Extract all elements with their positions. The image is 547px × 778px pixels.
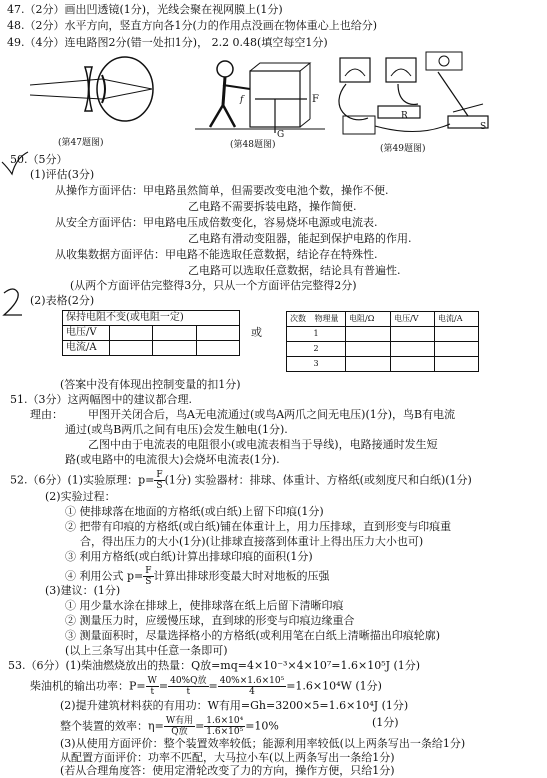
table2-header-current: 电流/A [435,312,479,327]
answer-53-power: 柴油机的输出功率：P= $\frac{W}{t}$ = $\frac{\text{40\%Q放}}{t}$ = $\frac{\text{40\%×1.6×10⁵}}{4}$ =1.6×10⁴W (1分) [30,676,382,697]
table2-cell [435,327,479,342]
force-label-F: F [312,94,319,105]
answer-49: 49.（4分）连电路图2分(错一处扣1分)， 2.2 0.48(填空每空1分) [7,36,328,49]
efficiency-score: (1分) [372,716,399,729]
answer-50-part2: (2)表格(2分) [30,294,95,307]
force-label-f: f [240,95,244,105]
answer-53-part2: (2)提升建筑材料获的有用功：W有用=Gh=3200×5=1.6×10⁴J (1分) [60,699,409,712]
data-table-2 [286,311,479,372]
fraction-numerator: F [145,566,152,576]
fraction-numerator: F [156,470,163,480]
eval-data-2: 乙电路可以选取任意数据，结论具有普遍性. [188,264,401,277]
power-result: =1.6×10⁴W (1分) [286,679,382,693]
figure-49-caption: (第49题图) [380,144,426,154]
table2-header-voltage: 电压/V [391,312,435,327]
table1-row-voltage: 电压/V [63,326,110,341]
eval-safety-2: 乙电路有滑动变阻器，能起到保护电路的作用. [188,232,412,245]
table2-count-label: 次数 [290,314,306,323]
eval-safety-1: 从安全方面评估：甲电路电压成倍数变化，容易烧坏电源或电流表. [55,216,378,229]
fraction-denominator: 1.6×10⁵ [206,727,244,737]
tip-3: ③ 测量面积时，尽量选择格小的方格纸(或利用笔在白纸上清晰描出印痕轮廓) [65,629,441,642]
answer-51-reason-a1: 甲图开关闭合后，鸟A无电流通过(或鸟A两爪之间无电压)(1分)，鸟B有电流 [88,408,456,421]
pressure-formula [143,566,153,587]
data-table-1 [62,310,240,356]
table-scoring-note: (答案中没有体现出控制变量的扣1分) [60,378,241,391]
resistor-label-R: R [401,111,408,121]
table1-cell [153,326,196,341]
table1-row-current: 电流/A [63,341,110,356]
step-2a: ② 把带有印痕的方格纸(或白纸)铺在体重计上，用力压排球，直到形变与印痕重 [65,520,452,533]
eval-scoring-note: (从两个方面评估完整得3分，只从一个方面评估完整得2分) [70,279,357,292]
efficiency-formula-b [204,716,245,737]
tip-1: ① 用少量水涂在排球上，使排球落在纸上后留下清晰印痕 [65,599,344,612]
switch-label-S: S [480,122,487,132]
step-1: ① 使排球落在地面的方格纸(或白纸)上留下印痕(1分) [65,505,324,518]
answer-51-reason-b1: 乙图中由于电流表的电阻很小(或电流表相当于导线)，电路接通时发生短 [88,438,438,451]
table1-cell [153,341,196,356]
eval-data-1: 从收集数据方面评估：甲电路不能选取任意数据，结论存在特殊性. [55,248,378,261]
circuit-figure [338,46,493,146]
eval-operation-1: 从操作方面评估：甲电路虽然简单，但需要改变电池个数，操作不便. [55,184,389,197]
fraction-denominator: Q放 [171,727,188,737]
fraction-denominator: S [156,481,163,491]
answer-48: 48.（2分）水平方向，竖直方向各1分(力的作用点没画在物体重心上也给分) [7,19,378,32]
answer-53-efficiency: 整个装置的效率：η= $\frac{\text{W有用}}{\text{Q放}}$ = $\frac{\text{1.6×10⁴}}{\text{1.6×10⁵}}$ =10% [60,716,279,737]
table2-row-1: 1 [287,327,346,342]
table2-cell [346,327,391,342]
table2-cell [391,342,435,357]
fraction-denominator: t [186,687,191,697]
table2-cell [435,357,479,372]
or-label: 或 [251,326,262,339]
table1-cell [196,341,239,356]
step-3: ③ 利用方格纸(或白纸)计算出排球印痕的面积(1分) [65,550,313,563]
table2-cell [435,342,479,357]
handwritten-two [0,285,26,321]
answer-50-heading: 50.（5分） [10,153,68,166]
answer-52-part2: (2)实验过程： [45,490,116,503]
force-label-G: G [277,130,285,140]
answer-51-reason-a2: 通过(或鸟B两爪之间有电压)会发生触电(1分). [65,423,288,436]
step-4-text-b: 计算出排球形变最大时对地板的压强 [153,569,330,583]
answer-53-part3b: 从配置方面评价：功率不匹配，大马拉小车(以上两条写出一条给1分) [60,751,395,764]
answer-52-equipment: (1分) 实验器材：排球、体重计、方格纸(或刻度尺和白纸)(1分) [164,473,472,487]
power-label: 柴油机的输出功率：P= [30,679,146,693]
fraction-numerator: 40%Q放 [170,676,207,686]
answer-53-part1: 53.（6分）(1)柴油燃烧放出的热量：Q放=mq=4×10⁻³×4×10⁷=1.6×10⁵J (1分) [8,659,421,672]
fraction-denominator: 4 [249,687,255,697]
step-4-text-a: ④ 利用公式 p= [65,569,144,583]
figure-47-caption: (第47题图) [58,138,104,148]
answer-50-part1: (1)评估(3分) [30,168,95,181]
table2-cell [346,342,391,357]
power-formula-b [168,676,208,697]
table2-row-2: 2 [287,342,346,357]
table1-header: 保持电阻不变(或电阻一定) [63,311,240,326]
check-mark [0,150,30,180]
answer-52-principle: 52.（6分）(1)实验原理：p= [10,473,155,487]
table1-cell [110,326,153,341]
fraction-denominator: t [150,687,155,697]
table1-cell [196,326,239,341]
answer-52-heading [10,470,472,491]
fraction-numerator: 1.6×10⁴ [206,716,244,726]
eye-lens-figure [30,55,160,135]
step-2b: 合，得出压力的大小(1分)(让排球直接落到体重计上得出压力大小也可) [80,535,424,548]
power-formula-a [146,676,159,697]
fraction-numerator: 40%×1.6×10⁵ [219,676,285,686]
fraction-denominator: S [145,577,152,587]
table2-header-resistance: 电阻/Ω [346,312,391,327]
answer-51-reason-b2: 路(或电路中的电流很大)会烧坏电流表(1分). [65,453,280,466]
table2-row-3: 3 [287,357,346,372]
pressure-formula [154,470,164,491]
answer-51-reason-label: 理由： [30,408,63,421]
table2-cell [391,357,435,372]
table2-cell [391,327,435,342]
eval-operation-2: 乙电路不需要拆装电路，操作简便. [188,200,357,213]
efficiency-formula-a [164,716,195,737]
tip-note: (以上三条写出其中任意一条即可) [65,644,228,657]
table2-corner [287,312,346,327]
fraction-numerator: W [147,676,157,686]
answer-52-part3: (3)建议：(1分) [45,584,121,597]
table1-cell [110,341,153,356]
fraction-numerator: W有用 [165,716,194,726]
efficiency-result: =10% [245,719,279,733]
power-formula-c [218,676,286,697]
answer-51-heading: 51.（3分）这两幅图中的建议都合理. [10,393,192,406]
answer-53-part3a: (3)从使用方面评价：整个装置效率较低；能源利用率较低(以上两条写出一条给1分) [60,737,466,750]
table2-quantity-label: 物理量 [314,314,339,323]
figure-48-caption: (第48题图) [230,140,276,150]
efficiency-label: 整个装置的效率：η= [60,719,164,733]
tip-2: ② 测量压力时，应缓慢压球，直到球的形变与印痕边缘重合 [65,614,355,627]
answer-47: 47.（2分）画出凹透镜(1分)，光线会聚在视网膜上(1分) [7,3,283,16]
table2-cell [346,357,391,372]
answer-53-part3c: (若从合理角度答：使用定滑轮改变了力的方向，操作方便，只给1分) [60,764,395,777]
